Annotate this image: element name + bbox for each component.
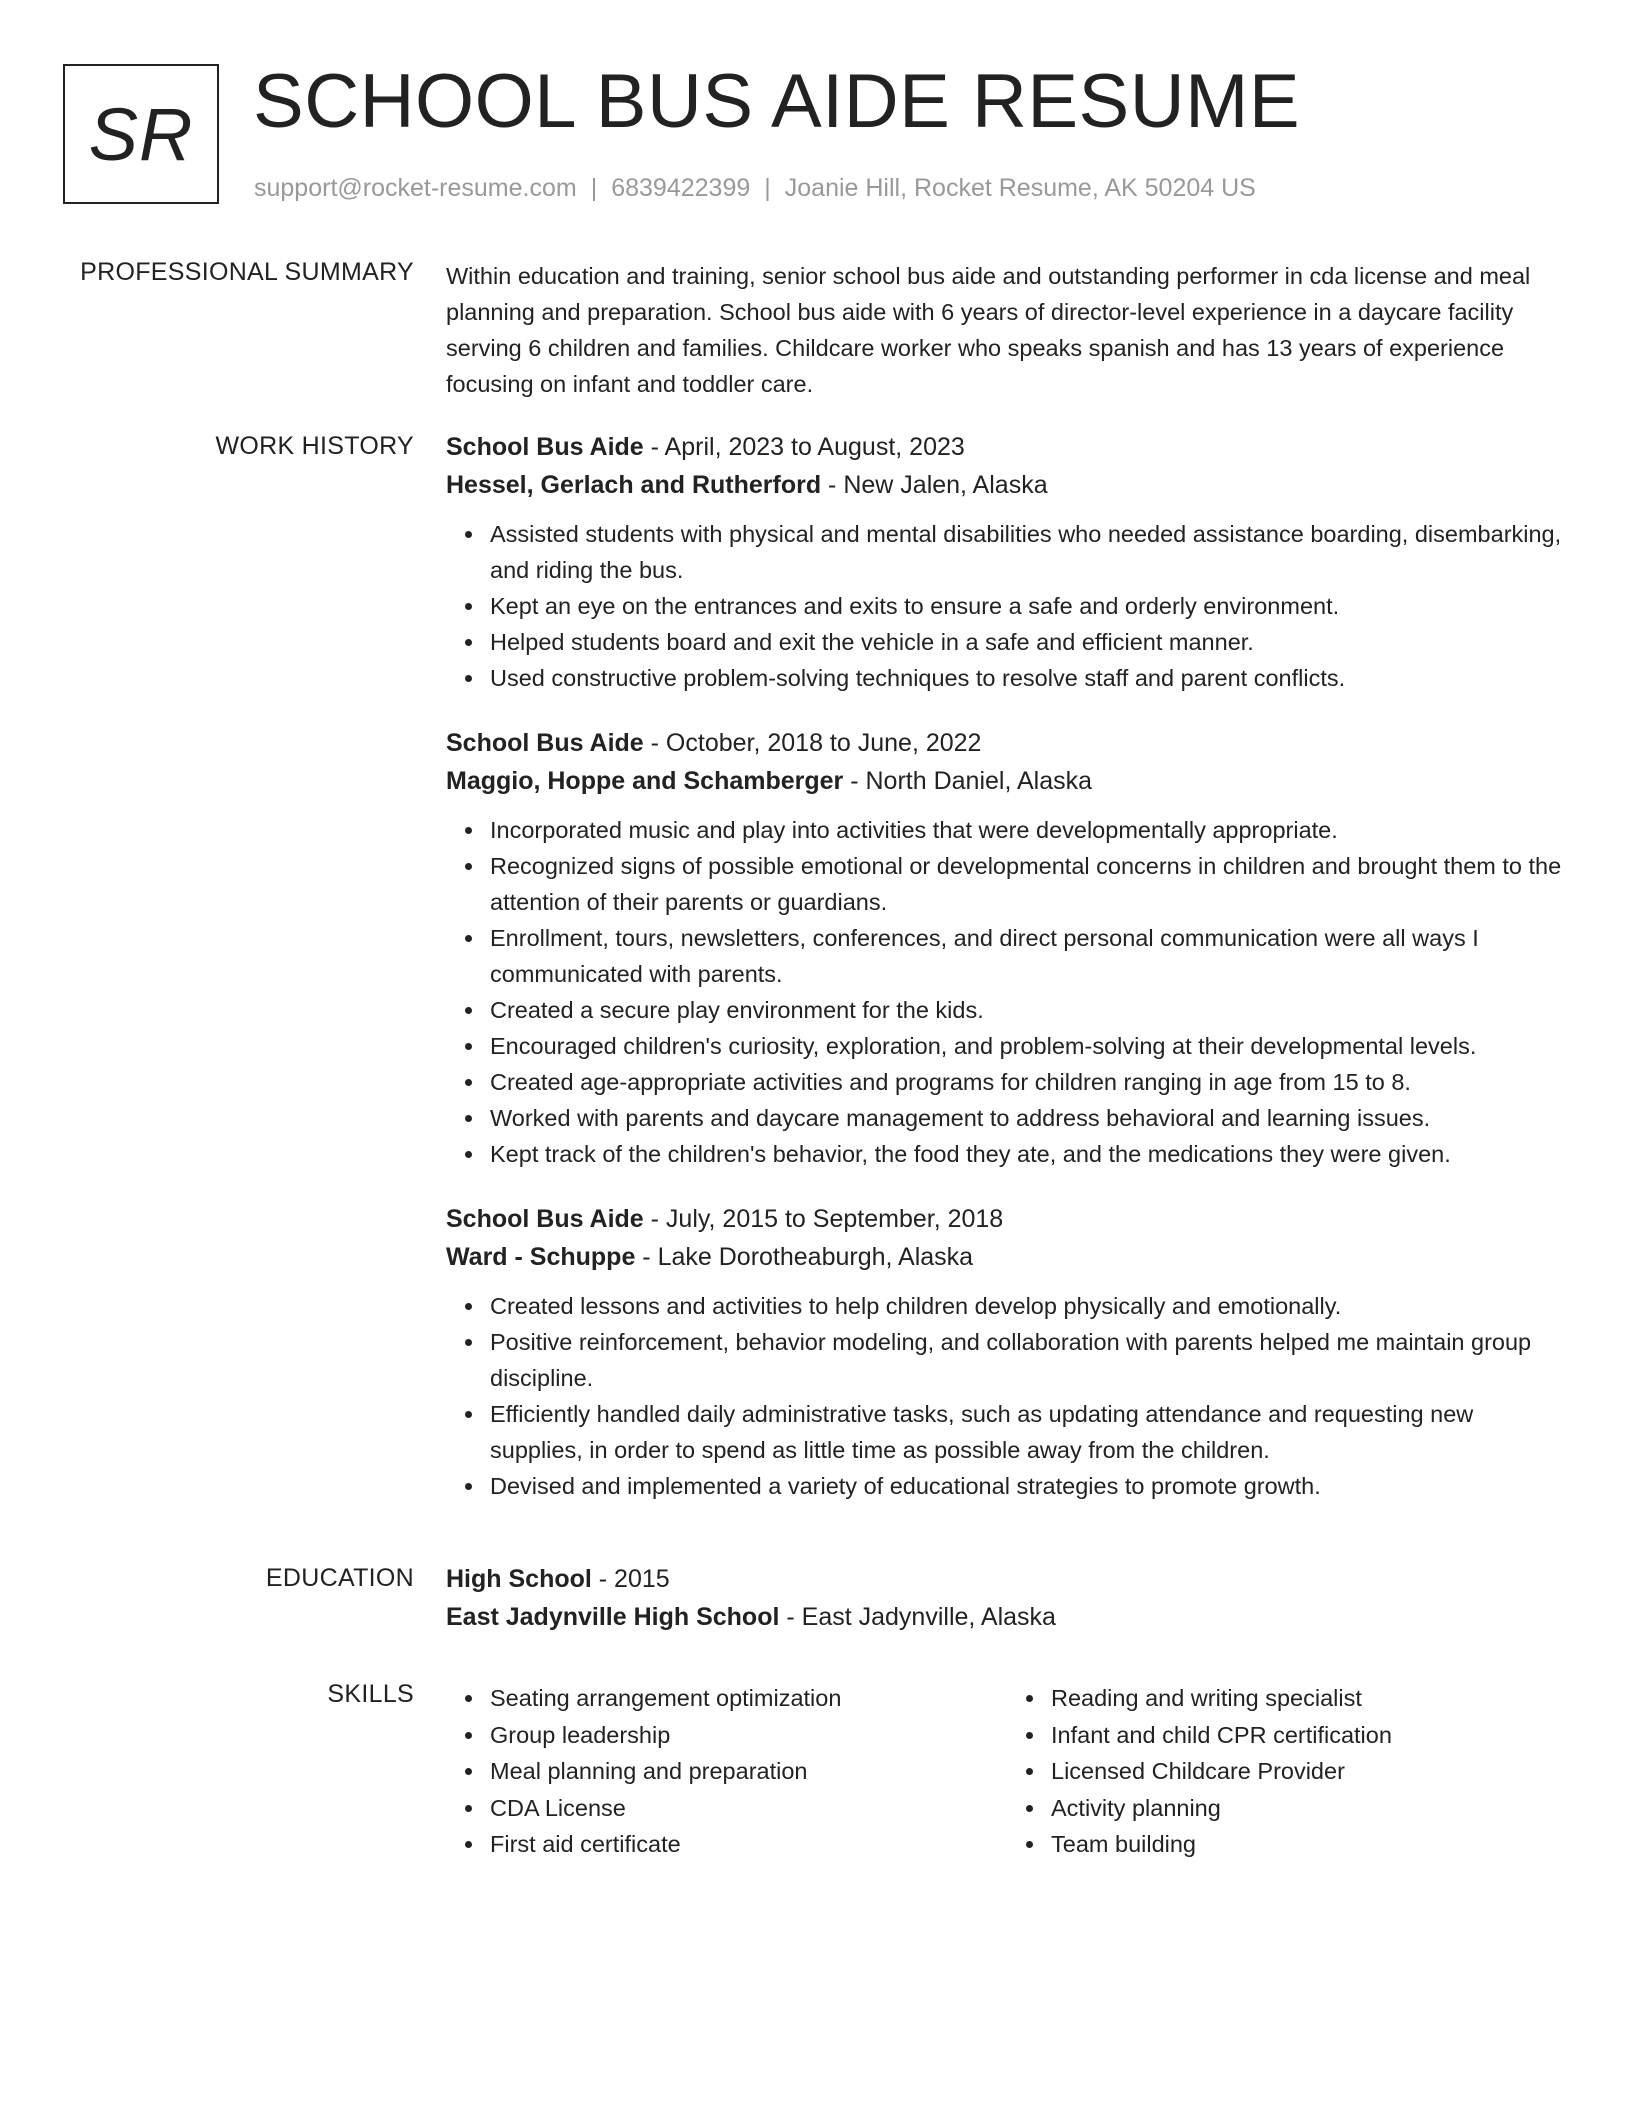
contact-email: support@rocket-resume.com [254, 174, 577, 202]
section-label-education: EDUCATION [265, 1564, 414, 1592]
job-bullet: Used constructive problem-solving techniques to resolve staff and parent conflicts. [490, 660, 1568, 696]
job-bullets [446, 1288, 1568, 1504]
job-dates: - July, 2015 to September, 2018 [643, 1205, 1004, 1233]
job-entry [446, 1200, 1568, 1504]
job-title: School Bus Aide [446, 433, 644, 461]
job-bullet: Assisted students with physical and mental disabilities who needed assistance boarding, disembarking, and riding the bus. [490, 516, 1568, 588]
education-degree: High School [446, 1565, 592, 1593]
resume-header [63, 59, 1572, 214]
job-entry [446, 428, 1568, 696]
job-location: - New Jalen, Alaska [821, 471, 1048, 499]
job-bullet: Kept an eye on the entrances and exits to ensure a safe and orderly environment. [490, 588, 1568, 624]
summary-body [446, 258, 1568, 402]
skill-item: Seating arrangement optimization [490, 1680, 1007, 1717]
page-title: SCHOOL BUS AIDE RESUME [253, 59, 1301, 144]
skill-item: Team building [1051, 1826, 1568, 1863]
job-bullet: Positive reinforcement, behavior modeling, and collaboration with parents helped me maintain group discipline. [490, 1324, 1568, 1396]
skill-item: First aid certificate [490, 1826, 1007, 1863]
job-title-line [446, 1200, 1568, 1238]
skills-list-left [446, 1680, 1007, 1863]
skill-item: Activity planning [1051, 1790, 1568, 1827]
skill-item: Infant and child CPR certification [1051, 1717, 1568, 1754]
job-company-line [446, 1238, 1568, 1276]
contact-address: Joanie Hill, Rocket Resume, AK 50204 US [784, 174, 1256, 202]
job-bullet: Worked with parents and daycare management to address behavioral and learning issues. [490, 1100, 1568, 1136]
contact-line [254, 174, 1256, 203]
job-location: - North Daniel, Alaska [843, 767, 1092, 795]
education-year: - 2015 [591, 1565, 670, 1593]
job-location: - Lake Dorotheaburgh, Alaska [635, 1243, 974, 1271]
contact-separator: | [590, 174, 598, 202]
job-bullet: Kept track of the children's behavior, the food they ate, and the medications they were given. [490, 1136, 1568, 1172]
skills-list-right [1007, 1680, 1568, 1863]
job-company: Maggio, Hoppe and Schamberger [446, 767, 844, 795]
skill-item: Licensed Childcare Provider [1051, 1753, 1568, 1790]
job-bullet: Encouraged children's curiosity, exploration, and problem-solving at their developmental levels. [490, 1028, 1568, 1064]
job-bullet: Devised and implemented a variety of educational strategies to promote growth. [490, 1468, 1568, 1504]
section-label-work-history: WORK HISTORY [215, 432, 414, 460]
job-bullet: Created age-appropriate activities and programs for children ranging in age from 15 to 8. [490, 1064, 1568, 1100]
section-label-summary: PROFESSIONAL SUMMARY [80, 258, 414, 286]
job-title-line [446, 724, 1568, 762]
job-title-line [446, 428, 1568, 466]
job-bullet: Enrollment, tours, newsletters, conferences, and direct personal communication were all ways I communicated with parents. [490, 920, 1568, 992]
skill-item: CDA License [490, 1790, 1007, 1827]
job-title: School Bus Aide [446, 1205, 644, 1233]
work-history-body [446, 428, 1568, 1532]
job-entry [446, 724, 1568, 1172]
job-bullets [446, 812, 1568, 1172]
summary-text: Within education and training, senior school bus aide and outstanding performer in cda license and meal planning and preparation. School bus aide with 6 years of director-level experience in a daycare facility serving 6 children and families. Childcare worker who speaks spanish and has 13 years of experience focusing on infant and toddler care. [446, 263, 1531, 397]
job-company: Ward - Schuppe [446, 1243, 636, 1271]
job-bullet: Created a secure play environment for the kids. [490, 992, 1568, 1028]
job-dates: - April, 2023 to August, 2023 [643, 433, 965, 461]
skill-item: Group leadership [490, 1717, 1007, 1754]
job-bullet: Incorporated music and play into activities that were developmentally appropriate. [490, 812, 1568, 848]
job-title: School Bus Aide [446, 729, 644, 757]
section-label-skills: SKILLS [327, 1680, 414, 1708]
skill-item: Reading and writing specialist [1051, 1680, 1568, 1717]
skills-body [446, 1680, 1568, 1863]
job-bullets [446, 516, 1568, 696]
job-dates: - October, 2018 to June, 2022 [643, 729, 982, 757]
contact-separator: | [764, 174, 771, 202]
job-bullet: Efficiently handled daily administrative tasks, such as updating attendance and requesting new supplies, in order to spend as little time as possible away from the children. [490, 1396, 1568, 1468]
job-company-line [446, 466, 1568, 504]
education-school-line [446, 1598, 1568, 1636]
education-location: - East Jadynville, Alaska [779, 1603, 1056, 1631]
job-bullet: Recognized signs of possible emotional or developmental concerns in children and brought them to the attention of their parents or guardians. [490, 848, 1568, 920]
job-bullet: Helped students board and exit the vehicle in a safe and efficient manner. [490, 624, 1568, 660]
job-bullet: Created lessons and activities to help children develop physically and emotionally. [490, 1288, 1568, 1324]
monogram-logo: SR [63, 64, 219, 204]
education-degree-line [446, 1560, 1568, 1598]
job-company: Hessel, Gerlach and Rutherford [446, 471, 822, 499]
education-body [446, 1560, 1568, 1636]
job-company-line [446, 762, 1568, 800]
contact-phone: 6839422399 [611, 174, 751, 202]
skill-item: Meal planning and preparation [490, 1753, 1007, 1790]
education-school: East Jadynville High School [446, 1603, 780, 1631]
